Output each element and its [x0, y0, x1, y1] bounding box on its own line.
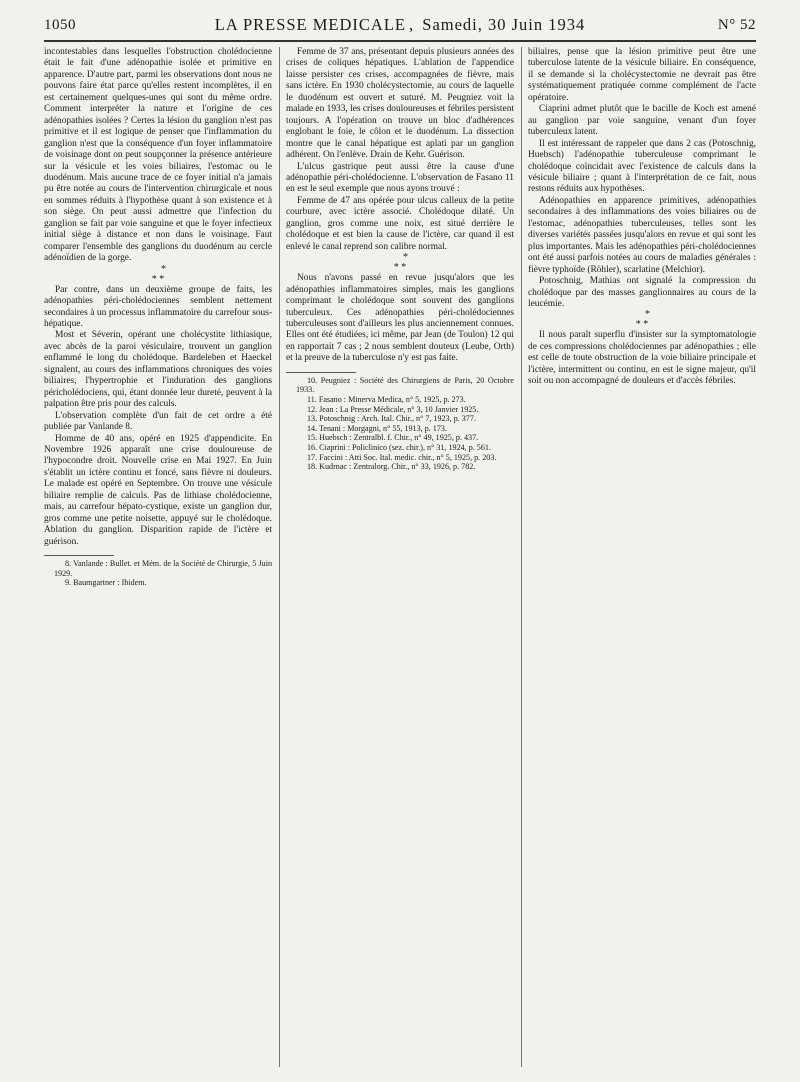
paragraph: Nous n'avons passé en revue jusqu'alors que les adénopathies inflammatoires simples, mais les ganglions comprimant le cholédoque sont souvent des ganglions tuberculeux. Ces adénopathies péri-cholédociennes tuberculeuses sont d'ailleurs les plus anciennement connues. Elles ont été étudiées, ici même, par Jean (de Toulon) 12 qui en rapportait 7 cas ; 2 nous semblent douteux (Leube, Orth) et la preuve de la tuberculose n'y est pas faite.	[286, 273, 514, 364]
text-column-3	[528, 47, 756, 1067]
journal-title-line: LA PRESSE MEDICALE , Samedi, 30 Juin 1934	[214, 15, 586, 34]
footnote: 17. Faccini : Atti Soc. Ital. medic. chir., n° 5, 1925, p. 203.	[307, 452, 497, 462]
issue-number: N° 52	[717, 17, 756, 33]
column-divider-2	[521, 47, 522, 1067]
paragraph: incontestables dans lesquelles l'obstruction cholédocienne était le fait d'une adénopathie isolée et primitive en apparence. D'autre part, parmi les observations dont nous ne pouvons faire état parce qu'elles restent incomplètes, il en est certainement quelques-unes qui sont du même ordre. Comment interpréter la nature et l'origine de ces adénopathies isolées ? Certes la lésion du ganglion n'est pas primitive et il est logique de penser que l'inflammation du ganglion n'est que la conséquence d'un foyer inflammatoire de voisinage dont on peut soupçonner la présence antérieure sur la vésicule et les voies biliaires, l'estomac ou le duodénum. Mais aucune trace de ce foyer initial n'a jamais pu être notée au cours de l'intervention chirurgicale et nous en sommes réduits à l'hypothèse quant à son existence et à son siège. On peut aussi admettre que l'infection du ganglion se fait par voie sanguine et que le foyer infectieux initial siège à distance et non dans le voisinage. Faut comparer l'ensemble des ganglions du duodénum au cercle adénoïdien de la gorge.	[44, 47, 272, 264]
page-number: 1050	[44, 17, 76, 33]
paragraph: Femme de 37 ans, présentant depuis plusieurs années des crises de coliques hépatiques. L'ablation de l'appendice laisse persister ces crises, accompagnées de fièvre, mais sans ictère. En 1930 cholécystectomie, au cours de laquelle le duodénum est ouvert et suturé. M. Peugniez voit la malade en 1933, les crises douloureuses et fébriles persistent toujours. A l'opération on trouve un bloc d'adhérences englobant le foie, le côlon et le duodénum. La dissection montre que le canal hépatique est aplati par un ganglion adhérent. On l'enlève. Drain de Kehr. Guérison.	[286, 47, 514, 161]
paragraph: Il nous paraît superflu d'insister sur la symptomatologie de ces compressions cholédociennes par adénopathies ; elle est celle de toute obstruction de la voie biliaire principale et l'ictère, intermittent ou continu, en est le signe majeur, qu'il soit ou non accompagné de douleurs et d'accès fébriles.	[528, 330, 756, 387]
section-separator: * * *	[635, 309, 650, 331]
footnote: 16. Ciaprini : Policlinico (sez. chir.), n° 31, 1924, p. 561.	[307, 442, 491, 452]
paragraph: Par contre, dans un deuxième groupe de faits, les adénopathies péri-cholédociennes semblent nettement secondaires à un processus inflammatoire du carrefour sous-hépatique.	[44, 284, 272, 329]
paragraph: Femme de 47 ans opérée pour ulcus calleux de la petite courbure, avec ictère associé. Cholédoque dilaté. Un ganglion, gros comme une noix, est situé derrière le cholédoque et est bien la cause de l'ictère, car quand il est enlevé le canal reprend son calibre normal.	[286, 195, 514, 252]
footnote: 14. Tenani : Morgagni, n° 55, 1913, p. 173.	[307, 423, 447, 433]
footnote: 15. Huebsch : Zentralbl. f. Chir., n° 49, 1925, p. 437.	[307, 433, 479, 443]
paragraph: biliaires, pense que la lésion primitive peut être une tuberculose latente de la vésicule biliaire. En conséquence, il se demande si la cholécystectomie ne devrait pas être systématiquement pratiquée comme complément de l'acte opératoire.	[528, 47, 756, 103]
footnote-rule	[286, 372, 356, 373]
section-separator: * * *	[151, 263, 166, 285]
paragraph: L'ulcus gastrique peut aussi être la cause d'une adénopathie péri-cholédocienne. L'observation de Fasano 11 en est le seul exemple que nous ayons trouvé :	[286, 161, 514, 195]
footnote: 12. Jean : La Presse Médicale, n° 3, 10 Janvier 1925.	[307, 404, 479, 414]
paragraph: Most et Séverin, opérant une cholécystite lithiasique, avec abcès de la paroi vésiculaire, trouvent un ganglion enflammé le long du cholédoque. Bardeleben et Haeckel signalent, au cours des inflammations chroniques des voies biliaires, l'hypertrophie et l'induration des ganglions péricholédociens, qui, étant donnée leur dureté, peuvent à la palpation être pris pour des calculs.	[44, 330, 272, 410]
paragraph: Homme de 40 ans, opéré en 1925 d'appendicite. En Novembre 1926 apparaît une crise douloureuse de l'hypocondre droit. Nouvelle crise en Mai 1927. En Juin s'établit un ictère continu et foncé, sans fièvre ni douleurs. Le malade est opéré en Septembre. On trouve une vésicule biliaire remplie de calculs. Pas de lithiase cholédocienne, mais, au carrefour hépato-cystique, existe un ganglion dur, gros comme une petite noisette, appuyé sur le cholédoque. Ablation du ganglion. Disparition rapide de l'ictère et guérison.	[44, 433, 272, 547]
section-separator: * * *	[393, 252, 408, 274]
paragraph: L'observation complète d'un fait de cet ordre a été publiée par Vanlande 8.	[44, 410, 272, 433]
paragraph: Ciaprini admet plutôt que le bacille de Koch est amené au ganglion par voie sanguine, venant d'un foyer tuberculeux latent.	[528, 104, 756, 138]
footnote: 11. Fasano : Minerva Medica, n° 5, 1925, p. 273.	[307, 394, 466, 404]
paragraph: Il est intéressant de rappeler que dans 2 cas (Potoschnig, Huebsch) l'adénopathie tuberculeuse comprimant le cholédoque coïncidait avec l'existence de calculs dans la vésicule biliaire ; quant à l'interprétation de ce fait, nous restons réduits aux hypothèses.	[528, 138, 756, 195]
footnote: 10. Peugniez : Société des Chirurgiens de Paris, 20 Octobre 1933.	[296, 375, 514, 395]
footnote: 18. Kudrnac : Zentralorg. Chir., n° 33, 1926, p. 782.	[307, 462, 476, 472]
footnote-rule	[44, 555, 114, 556]
header-rule	[44, 40, 756, 42]
footnote: 13. Potoschnig : Arch. Ital. Chir., n° 7, 1923, p. 377.	[307, 414, 476, 424]
text-column-1	[44, 47, 272, 1067]
paragraph: Potoschnig, Mathias ont signalé la compression du cholédoque par des masses ganglionnaires au cours de la leucémie.	[528, 276, 756, 309]
paragraph: Adénopathies en apparence primitives, adénopathies secondaires à des inflammations des voies biliaires ou de l'estomac, adénopathies tuberculeuses, telles sont les diverses variétés passées jusqu'alors en revue et qui sont les plus importantes. Mais les adénopathies péri-cholédociennes ont été aussi parfois notées au cours de maladies générales : fièvre typhoïde (Röhler), scarlatine (Melchior).	[528, 195, 756, 275]
journal-name: LA PRESSE MEDICALE	[214, 15, 407, 34]
footnote: 9. Baumgartner : Ibidem.	[65, 578, 147, 588]
text-column-2	[286, 47, 514, 1067]
issue-date: Samedi, 30 Juin 1934	[422, 15, 586, 34]
column-divider-1	[279, 47, 280, 1067]
footnote: 8. Vanlande : Bullet. et Mém. de la Société de Chirurgie, 5 Juin 1929.	[54, 559, 272, 578]
